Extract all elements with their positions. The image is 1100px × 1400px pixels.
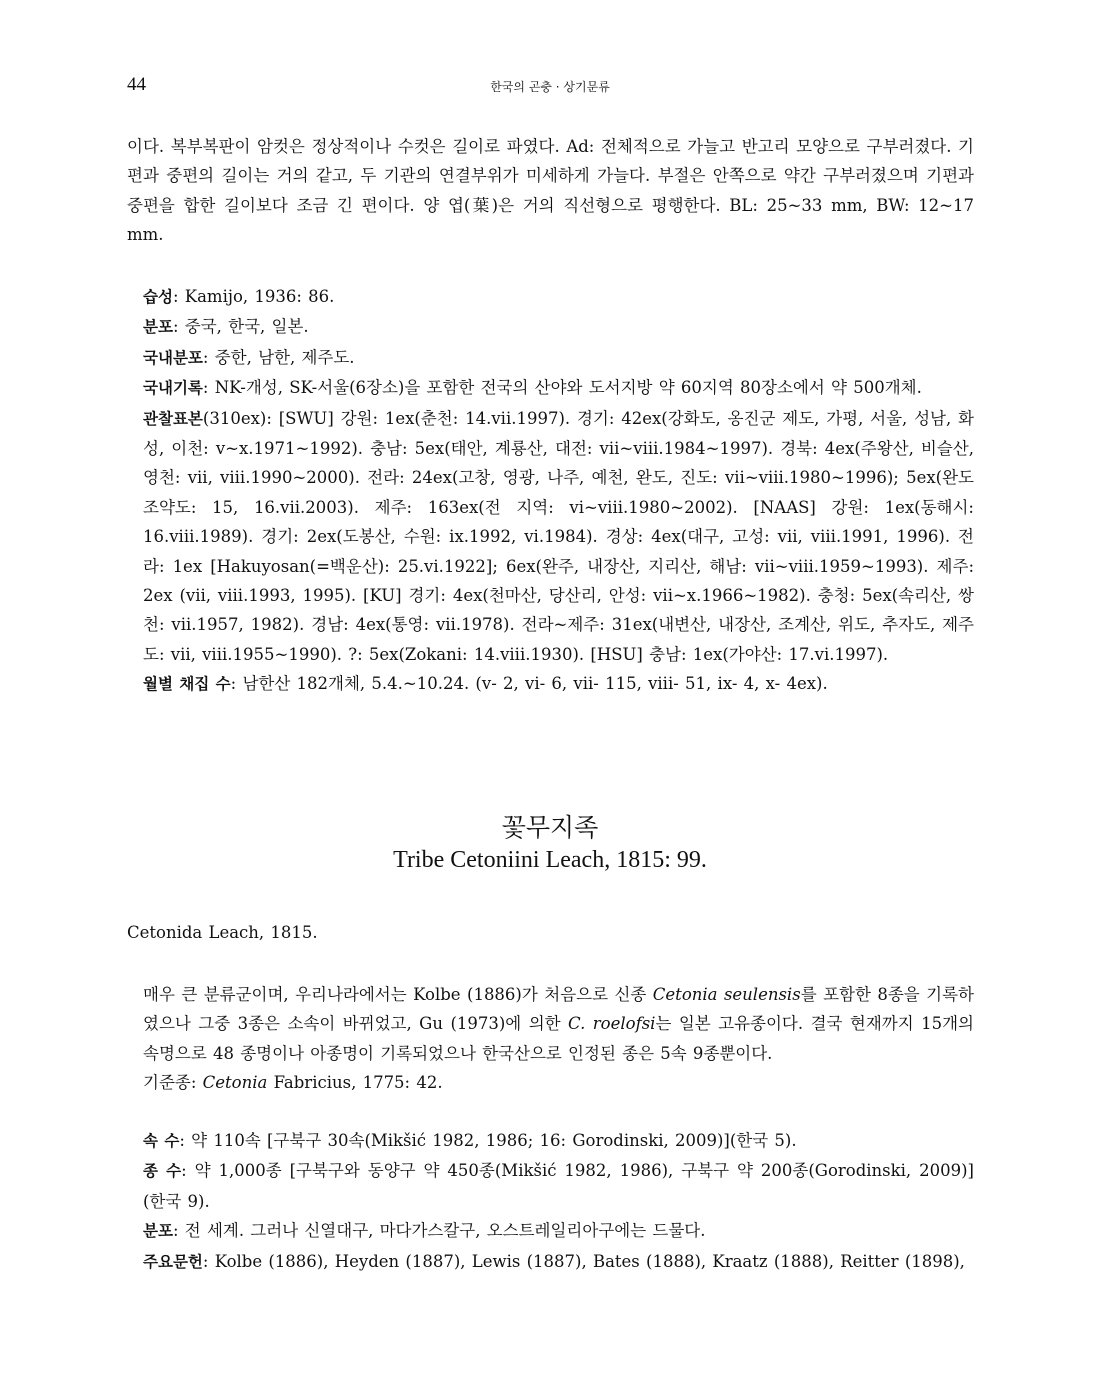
intro-part-3: 는 일본 고유종이다. 결국 현재까지 15개의 속명으로 48 종명이나 아종명이 기록되었으나 한국산으로 인정된 종은 5속 9종뿐이다. bbox=[143, 1014, 974, 1063]
genera-count-line bbox=[127, 1126, 974, 1156]
species-label: 종 수 bbox=[143, 1162, 182, 1181]
specimens-label: 관찰표본 bbox=[143, 409, 203, 428]
habit-value: : Kamijo, 1936: 86. bbox=[172, 287, 335, 306]
monthly-value: : 남한산 182개체, 5.4.~10.24. (v- 2, vi- 6, vii- 115, viii- 51, ix- 4, x- 4ex). bbox=[230, 674, 828, 694]
intro-species-1: Cetonia seulensis bbox=[652, 985, 801, 1004]
distribution-label: 분포 bbox=[143, 318, 173, 337]
type-genus-name: Cetonia bbox=[202, 1073, 268, 1093]
references-value: : Kolbe (1886), Heyden (1887), Lewis (1887), Bates (1888), Kraatz (1888), Reitter (1898), bbox=[202, 1251, 965, 1271]
habit-line bbox=[127, 282, 974, 312]
domestic-records-label: 국내기록 bbox=[143, 379, 203, 398]
tribe-distribution-line bbox=[127, 1216, 974, 1246]
intro-part-1: 매우 큰 분류군이며, 우리나라에서는 Kolbe (1886)가 처음으로 신종 bbox=[143, 985, 653, 1004]
references-line bbox=[127, 1247, 974, 1277]
species-value: : 약 1,000종 [구북구와 동양구 약 450종(Mikšić 1982, 1986), 구북구 약 200종(Gorodinski, 2009)] (한국 9). bbox=[143, 1161, 974, 1211]
page-number: 44 bbox=[127, 74, 146, 95]
tribe-title-korean: 꽃무지족 bbox=[501, 813, 599, 842]
distribution-line bbox=[127, 312, 974, 342]
running-title: 한국의 곤충 · 상기문류 bbox=[490, 80, 610, 94]
type-genus-suffix: Fabricius, 1775: 42. bbox=[267, 1073, 443, 1093]
intro-paragraph bbox=[127, 980, 974, 1068]
tribe-intro bbox=[127, 980, 974, 1098]
description-paragraph bbox=[127, 132, 974, 250]
domestic-records-line bbox=[127, 373, 974, 403]
tribe-title-latin: Tribe Cetoniini Leach, 1815: 99. bbox=[393, 847, 707, 873]
domestic-distribution-value: : 중한, 남한, 제주도. bbox=[202, 347, 355, 367]
intro-species-2: C. roelofsi bbox=[568, 1014, 656, 1034]
species-info-block bbox=[127, 282, 974, 700]
distribution-value: : 중국, 한국, 일본. bbox=[172, 317, 309, 337]
habit-label: 습성 bbox=[143, 288, 173, 306]
references-label: 주요문헌 bbox=[143, 1252, 203, 1271]
domestic-records-value: : NK-개성, SK-서울(6장소)을 포함한 전국의 산야와 도서지방 약 60지역 80장소에서 약 500개체. bbox=[202, 378, 922, 398]
monthly-label: 월별 채집 수 bbox=[143, 675, 231, 694]
genera-value: : 약 110속 [구북구 30속(Mikšić 1982, 1986; 16: Gorodinski, 2009)](한국 5). bbox=[179, 1131, 797, 1150]
species-count-line bbox=[127, 1156, 974, 1216]
genera-label: 속 수 bbox=[143, 1132, 180, 1150]
tribe-synonym bbox=[127, 918, 974, 947]
type-genus-prefix: 기준종: bbox=[143, 1073, 203, 1093]
synonym-text: Cetonida Leach, 1815. bbox=[127, 923, 318, 942]
tribe-facts bbox=[127, 1126, 974, 1277]
tribe-distribution-value: : 전 세계. 그러나 신열대구, 마다가스칼구, 오스트레일리아구에는 드물다. bbox=[172, 1221, 706, 1241]
monthly-collection-line bbox=[127, 669, 974, 699]
specimens-line bbox=[127, 404, 974, 670]
intro-part-2: 를 포함한 8종을 기록하였으나 그중 3종은 소속이 바뀌었고, Gu (1973)에 의한 bbox=[143, 985, 974, 1034]
tribe-distribution-label: 분포 bbox=[143, 1222, 173, 1241]
description-text: 이다. 복부복판이 암컷은 정상적이나 수컷은 길이로 파였다. Ad: 전체적으로 가늘고 반고리 모양으로 구부러졌다. 기편과 중편의 길이는 거의 같고, 두 기관의 연결부위가 미세하게 가늘다. 부절은 안쪽으로 약간 구부러졌으며 기편과 중편을 합한 길이보다 조금 긴 편이다. 양 엽(葉)은 거의 직선형으로 평행한다. BL: 25~33 mm, BW: 12~17 mm. bbox=[127, 137, 974, 245]
type-genus-line bbox=[127, 1068, 974, 1097]
domestic-distribution-label: 국내분포 bbox=[143, 348, 203, 367]
specimens-value: (310ex): [SWU] 강원: 1ex(춘천: 14.vii.1997). 경기: 42ex(강화도, 옹진군 제도, 가평, 서울, 성남, 화성, 이천: v~x.1971~1992). 충남: 5ex(태안, 계룡산, 대전: vii~viii.1984~1997). 경북: 4ex(주왕산, 비슬산, 영천: vii, viii.1990~2000). 전라: 24ex(고창, 영광, 나주, 예천, 완도, 진도: vii~viii.1980~1996); 5ex(완도 조약도: 15, 16.vii.2003). 제주: 163ex(전 지역: vi~viii.1980~2002). [NAAS] 강원: 1ex(동해시: 16.viii.1989). 경기: 2ex(도봉산, 수원: ix.1992, vi.1984). 경상: 4ex(대구, 고성: vii, viii.1991, 1996). 전라: 1ex [Hakuyosan(=백운산): 25.vi.1922]; 6ex(완주, 내장산, 지리산, 해남: vii~viii.1959~1993). 제주: 2ex (vii, viii.1993, 1995). [KU] 경기: 4ex(천마산, 당산리, 안성: vii~x.1966~1982). 충청: 5ex(속리산, 쌍천: vii.1957, 1982). 경남: 4ex(통영: vii.1978). 전라~제주: 31ex(내변산, 내장산, 조계산, 위도, 추자도, 제주도: vii, viii.1955~1990). ?: 5ex(Zokani: 14.viii.1930). [HSU] 충남: 1ex(가야산: 17.vi.1997). bbox=[143, 408, 974, 664]
domestic-distribution-line bbox=[127, 343, 974, 373]
